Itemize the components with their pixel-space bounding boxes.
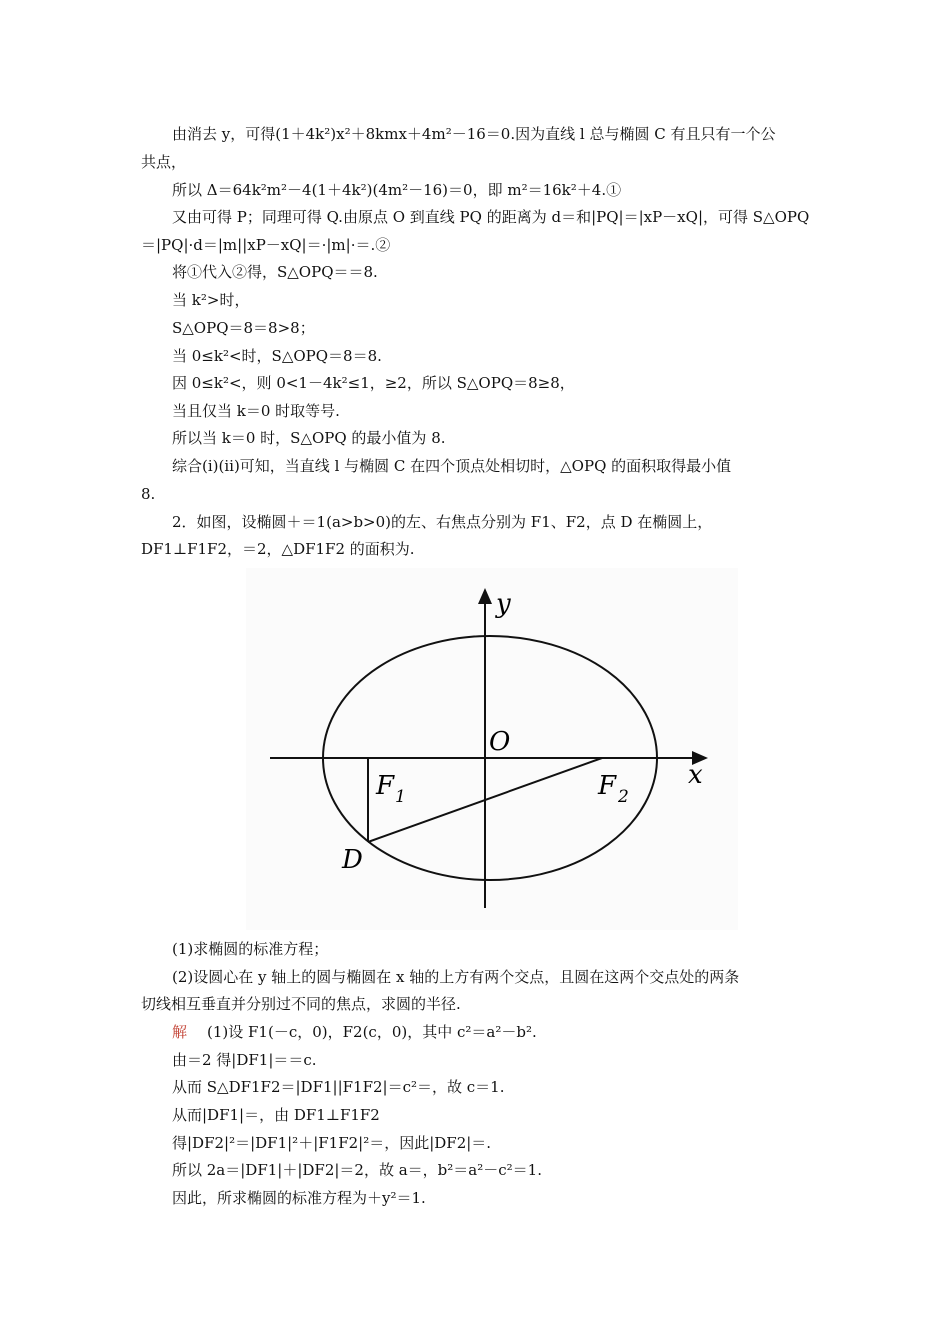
question-2: (2)设圆心在 y 轴上的圆与椭圆在 x 轴的上方有两个交点，且圆在这两个交点处的两条 <box>172 968 740 986</box>
text-line: 共点， <box>141 153 187 171</box>
x-axis-label: x <box>688 760 703 790</box>
text-line: 将①代入②得，S△OPQ＝＝8. <box>172 263 378 281</box>
f1-subscript: 1 <box>395 787 406 807</box>
text-line: 所以 Δ＝64k²m²－4(1＋4k²)(4m²－16)＝0，即 m²＝16k²＋4.① <box>172 181 622 199</box>
f2-label: F <box>598 771 617 801</box>
text-line: 因此，所求椭圆的标准方程为＋y²＝1. <box>172 1189 426 1207</box>
text-line: (1)设 F1(－c，0)，F2(c，0)，其中 c²＝a²－b². <box>207 1023 537 1041</box>
f1-label: F <box>376 771 395 801</box>
y-axis-arrow <box>478 588 492 604</box>
d-label: D <box>342 845 363 875</box>
text-line: 切线相互垂直并分别过不同的焦点，求圆的半径. <box>141 995 461 1013</box>
text-line: 由消去 y，可得(1＋4k²)x²＋8kmx＋4m²－16＝0.因为直线 l 总与椭圆 C 有且只有一个公 <box>172 125 776 143</box>
y-axis-label: y <box>496 589 511 619</box>
text-line: 所以当 k＝0 时，S△OPQ 的最小值为 8. <box>172 429 446 447</box>
text-line: DF1⊥F1F2，＝2，△DF1F2 的面积为. <box>141 540 415 558</box>
ellipse-figure <box>246 568 738 930</box>
text-line: 8. <box>141 485 156 503</box>
text-line: 从而 S△DF1F2＝|DF1||F1F2|＝c²＝，故 c＝1. <box>172 1078 505 1096</box>
text-line: 得|DF2|²＝|DF1|²＋|F1F2|²＝，因此|DF2|＝. <box>172 1134 492 1152</box>
text-line: 所以 2a＝|DF1|＋|DF2|＝2，故 a＝，b²＝a²－c²＝1. <box>172 1161 542 1179</box>
solution-marker: 解 <box>172 1023 188 1041</box>
f2-subscript: 2 <box>618 787 629 807</box>
question-1: (1)求椭圆的标准方程； <box>172 940 329 958</box>
text-line: 从而|DF1|＝，由 DF1⊥F1F2 <box>172 1106 380 1124</box>
text-line: 当 0≤k²<时，S△OPQ＝8＝8. <box>172 347 382 365</box>
origin-label: O <box>489 727 511 757</box>
text-line: 当 k²>时， <box>172 291 250 309</box>
text-line: ＝|PQ|·d＝|m||xP－xQ|＝·|m|·＝.② <box>141 236 391 254</box>
text-line: 因 0≤k²<，则 0<1－4k²≤1，≥2，所以 S△OPQ＝8≥8， <box>172 374 575 392</box>
text-line: 当且仅当 k＝0 时取等号. <box>172 402 340 420</box>
text-line: 由＝2 得|DF1|＝＝c. <box>172 1051 317 1069</box>
text-line: S△OPQ＝8＝8>8； <box>172 319 315 337</box>
text-line: 综合(ⅰ)(ⅱ)可知，当直线 l 与椭圆 C 在四个顶点处相切时，△OPQ 的面积取得最小值 <box>172 457 732 475</box>
text-line: 又由可得 P；同理可得 Q.由原点 O 到直线 PQ 的距离为 d＝和|PQ|＝|xP－xQ|，可得 S△OPQ <box>172 208 810 226</box>
ellipse-diagram <box>246 568 738 930</box>
problem-statement: 2．如图，设椭圆＋＝1(a>b>0)的左、右焦点分别为 F1、F2，点 D 在椭圆上， <box>172 513 713 531</box>
